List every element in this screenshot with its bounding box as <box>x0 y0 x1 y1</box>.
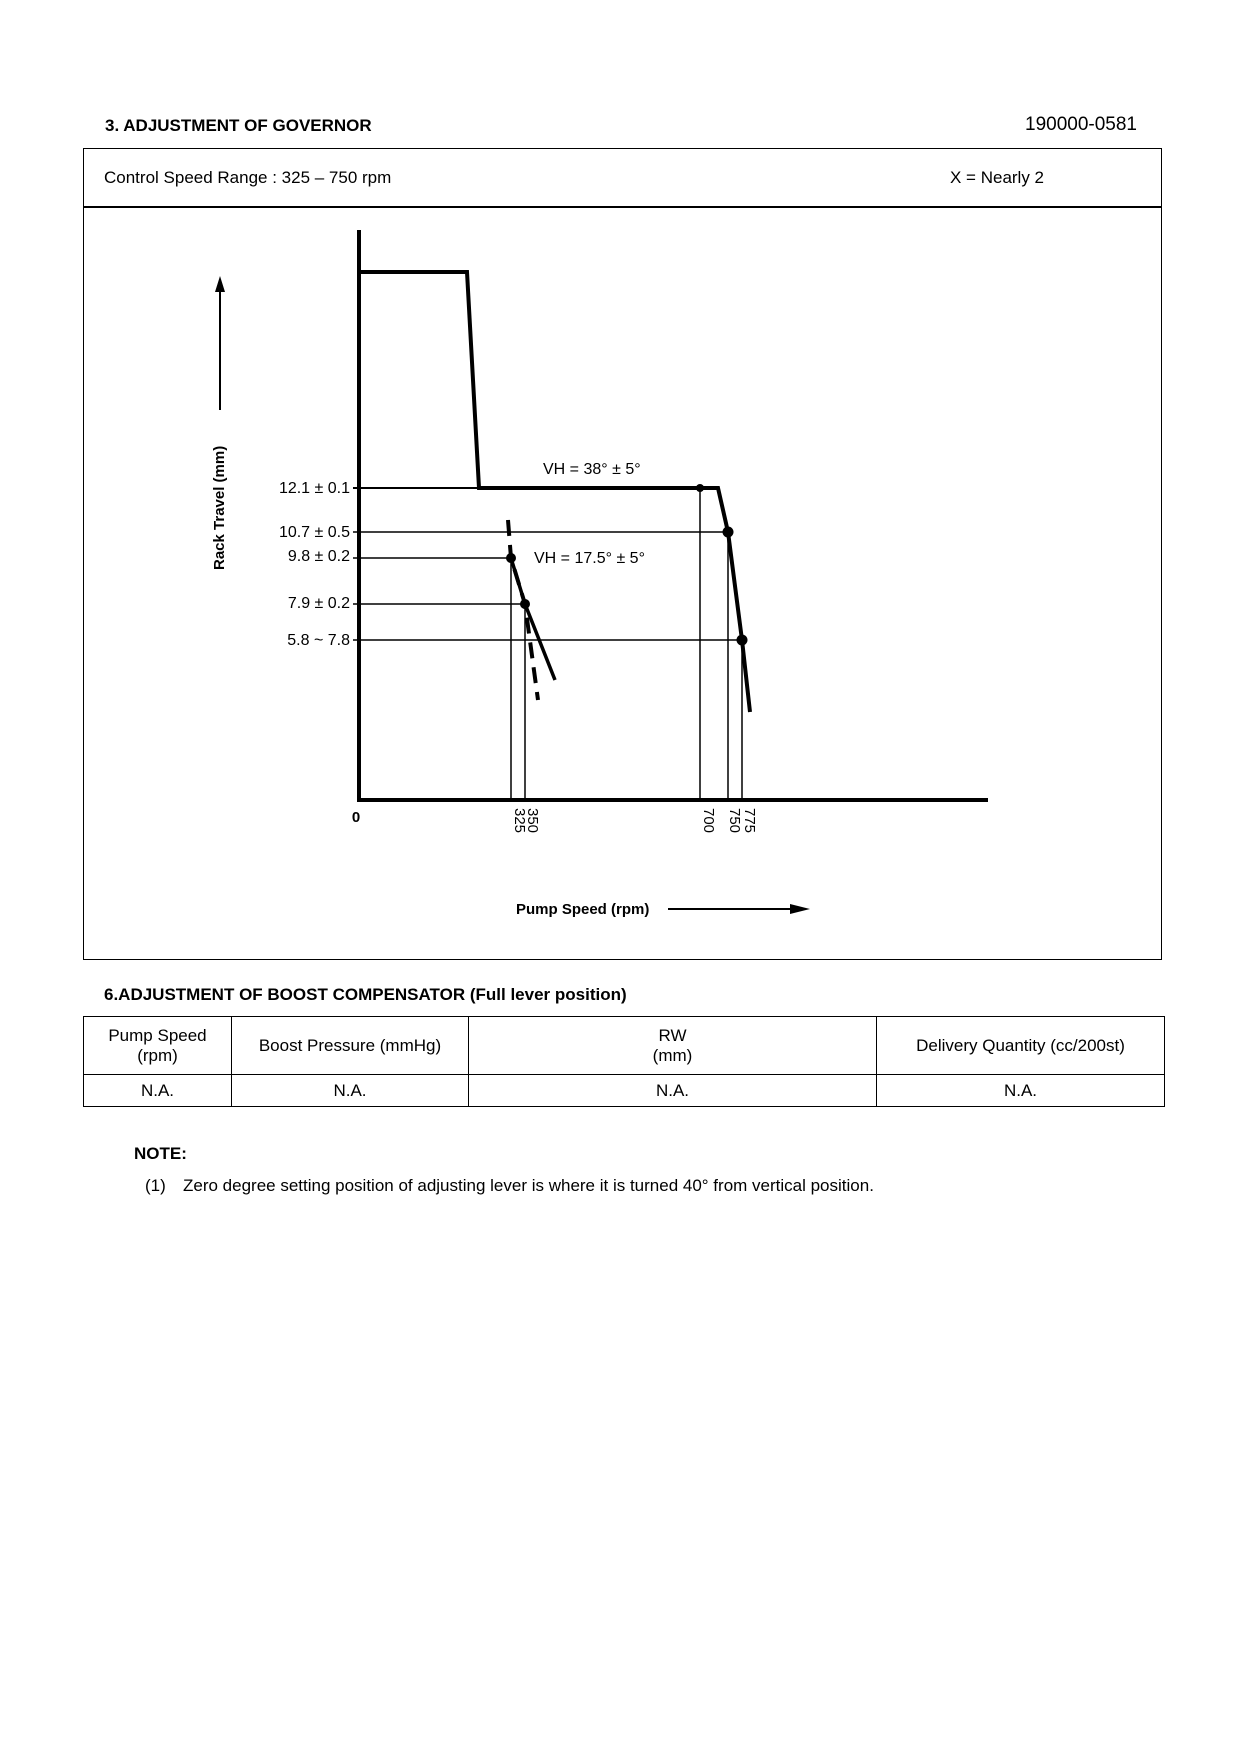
cell-rw: N.A. <box>469 1075 877 1107</box>
y-tick-label: 12.1 ± 0.1 <box>278 480 350 497</box>
x-tick-label: 775 <box>741 808 758 834</box>
annotation-vh-38: VH = 38° ± 5° <box>543 461 641 478</box>
header-boost-pressure <box>232 1017 469 1075</box>
x-value: X = Nearly 2 <box>950 168 1045 187</box>
marker-775 <box>737 635 748 646</box>
section-6-title-main: 6.ADJUSTMENT OF BOOST COMPENSATOR <box>104 985 466 1004</box>
section-6-title <box>104 985 627 1005</box>
header-pump-speed <box>84 1017 232 1075</box>
header-delivery-quantity-text: Delivery Quantity (cc/200st) <box>916 1035 1125 1055</box>
marker-350 <box>520 599 530 609</box>
x-tick-label: 750 <box>726 808 743 834</box>
y-tick-label: 7.9 ± 0.2 <box>287 595 350 612</box>
governor-curve-main <box>359 272 750 712</box>
governor-curve-dashed <box>508 520 538 700</box>
boost-compensator-table <box>83 1016 1165 1107</box>
y-tick-label: 5.8 ~ 7.8 <box>287 632 350 649</box>
x-tick-label: 700 <box>700 808 717 834</box>
header-pump-speed-line2: (rpm) <box>137 1045 178 1065</box>
marker-325 <box>506 553 516 563</box>
x-tick-label: 350 <box>524 808 541 834</box>
y-tick-label: 9.8 ± 0.2 <box>287 548 350 565</box>
x-axis-arrowhead <box>790 904 810 914</box>
cell-boost-pressure: N.A. <box>232 1075 469 1107</box>
header-rw-line1: RW <box>658 1025 687 1045</box>
header-rw-line2: (mm) <box>652 1045 693 1065</box>
control-speed-range: Control Speed Range : 325 – 750 rpm <box>104 168 392 187</box>
document-number: 190000-0581 <box>1025 114 1137 135</box>
note-title: NOTE: <box>134 1144 187 1163</box>
marker-700 <box>696 484 704 492</box>
y-tick-label: 10.7 ± 0.5 <box>278 524 350 541</box>
section-title: 3. ADJUSTMENT OF GOVERNOR <box>105 116 372 135</box>
y-axis-arrowhead <box>215 276 225 292</box>
cell-delivery-quantity: N.A. <box>877 1075 1165 1107</box>
note-number: (1) <box>145 1176 166 1195</box>
table-header-row <box>84 1017 1165 1075</box>
header-boost-pressure-text: Boost Pressure (mmHg) <box>258 1035 442 1055</box>
header-delivery-quantity <box>877 1017 1165 1075</box>
x-axis-label: Pump Speed (rpm) <box>516 901 650 918</box>
governor-curve-low <box>511 558 555 680</box>
header-pump-speed-line1: Pump Speed <box>108 1025 207 1045</box>
cell-pump-speed: N.A. <box>84 1075 232 1107</box>
note-text: Zero degree setting position of adjusting lever is where it is turned 40° from vertical position. <box>183 1176 874 1195</box>
x-tick-label: 0 <box>351 809 361 826</box>
header-rw <box>469 1017 877 1075</box>
table-row <box>84 1075 1165 1107</box>
section-6-title-sub: (Full lever position) <box>469 985 627 1004</box>
marker-750 <box>723 527 734 538</box>
x-tick-label: 325 <box>511 808 528 834</box>
annotation-vh-17-5: VH = 17.5° ± 5° <box>534 550 645 567</box>
y-axis-label: Rack Travel (mm) <box>211 445 228 570</box>
